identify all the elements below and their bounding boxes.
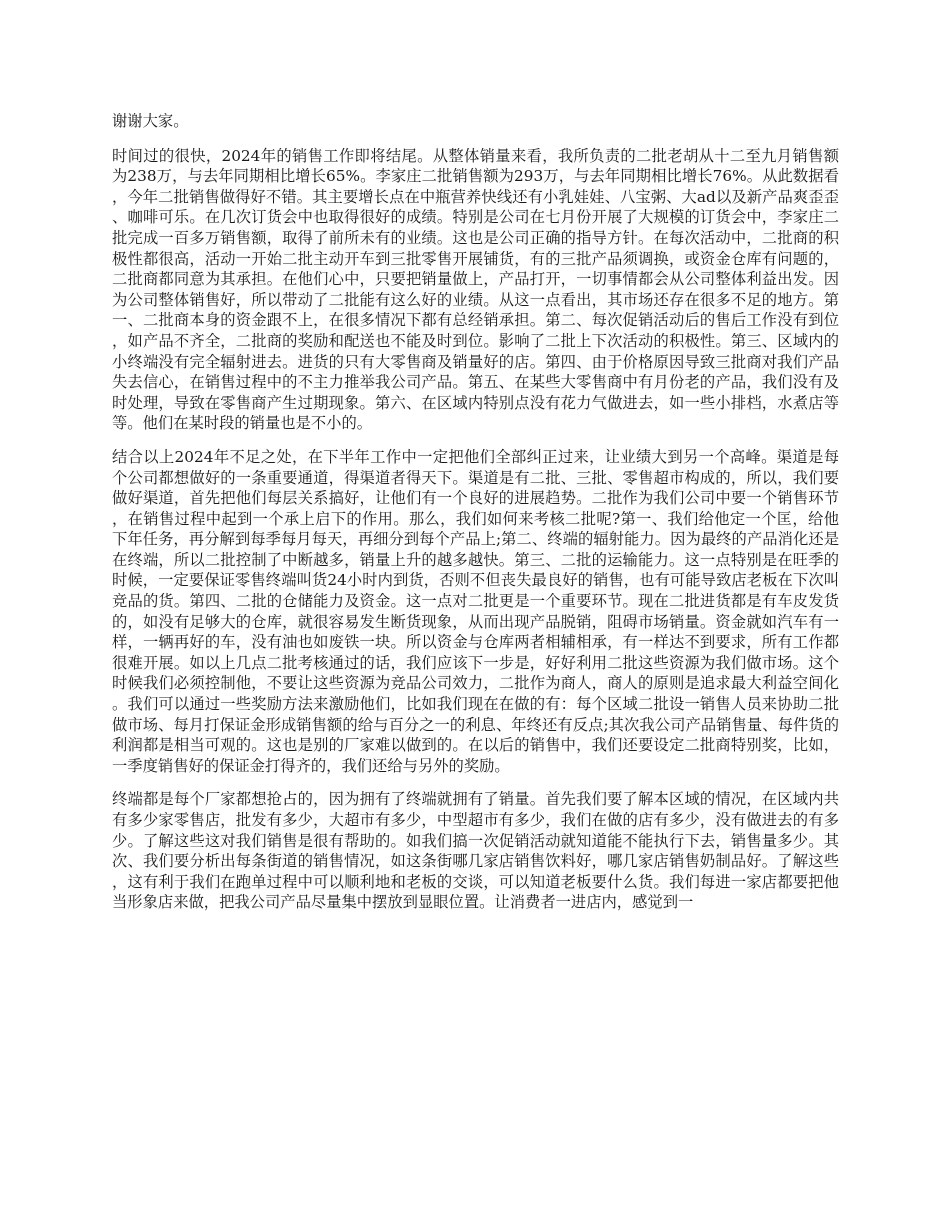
paragraph-closing-thanks: 谢谢大家。 (112, 112, 189, 130)
paragraph-channel-plan: 结合以上2024年不足之处，在下半年工作中一定把他们全部纠正过来，让业绩大到另一个高峰。渠道是每个公司都想做好的一条重要通道，得渠道者得天下。渠道是有二批、三批、零售超市构成的，所以，我们要做好渠道，首先把他们每层关系搞好，让他们有一个良好的进展趋势。二批作为我们公司中要一个销售环节，在销售过程中起到一个承上启下的作用。那么，我们如何来考核二批呢?第一、我们给他定一个匡，给他下年任务，再分解到每季每月每天，再细分到每个产品上;第二、终端的辐射能力。因为最终的产品消化还是在终端，所以二批控制了中断越多，销量上升的越多越快。第三、二批的运输能力。这一点特别是在旺季的时候，一定要保证零售终端叫货24小时内到货，否则不但丧失最良好的销售，也有可能导致店老板在下次叫竞品的货。第四、二批的仓储能力及资金。这一点对二批更是一个重要环节。现在二批进货都是有车皮发货的，如没有足够大的仓库，就很容易发生断货现象，从而出现产品脱销，阻碍市场销量。资金就如汽车有一样，一辆再好的车，没有油也如废铁一块。所以资金与仓库两者相辅相承，有一样达不到要求，所有工作都很难开展。如以上几点二批考核通过的话，我们应该下一步是，好好利用二批这些资源为我们做市场。这个时候我们必须控制他，不要让这些资源为竞品公司效力，二批作为商人，商人的原则是追求最大利益空间化。我们可以通过一些奖励方法来激励他们，比如我们现在在做的有：每个区域二批设一销售人员来协助二批做市场、每月打保证金形成销售额的给与百分之一的利息、年终还有反点;其次我公司产品销售量、每件货的利润都是相当可观的。这也是别的厂家难以做到的。在以后的销售中，我们还要设定二批商特别奖，比如，一季度销售好的保证金打得齐的，我们还给与另外的奖励。 (112, 447, 839, 775)
document-page (112, 111, 839, 926)
paragraph-terminal-plan: 终端都是每个厂家都想抢占的，因为拥有了终端就拥有了销量。首先我们要了解本区域的情况，在区域内共有多少家零售店，批发有多少，大超市有多少，中型超市有多少，我们在做的店有多少，没有做进去的有多少。了解这些这对我们销售是很有帮助的。如我们搞一次促销活动就知道能不能执行下去，销售量多少。其次、我们要分析出每条街道的销售情况，如这条街哪几家店销售饮料好，哪几家店销售奶制品好。了解这些，这有利于我们在跑单过程中可以顺利地和老板的交谈，可以知道老板要什么货。我们每进一家店都要把他当形象店来做，把我公司产品尽量集中摆放到显眼位置。让消费者一进店内，感觉到一 (112, 790, 839, 912)
paragraph-sales-review: 时间过的很快，2024年的销售工作即将结尾。从整体销量来看，我所负责的二批老胡从十二至九月销售额为238万，与去年同期相比增长65%。李家庄二批销售额为293万，与去年同期相比增长76%。从此数据看，今年二批销售做得好不错。其主要增长点在中瓶营养快线还有小乳娃娃、八宝粥、大ad以及新产品爽歪歪、咖啡可乐。在几次订货会中也取得很好的成绩。特别是公司在七月份开展了大规模的订货会中，李家庄二批完成一百多万销售额，取得了前所未有的业绩。这也是公司正确的指导方针。在每次活动中，二批商的积极性都很高，活动一开始二批主动开车到三批零售开展铺货，有的三批产品须调换，或资金仓库有问题的，二批商都同意为其承担。在他们心中，只要把销量做上，产品打开，一切事情都会从公司整体利益出发。因为公司整体销售好，所以带动了二批能有这么好的业绩。从这一点看出，其市场还存在很多不足的地方。第一、二批商本身的资金跟不上，在很多情况下都有总经销承担。第二、每次促销活动后的售后工作没有到位，如产品不齐全，二批商的奖励和配送也不能及时到位。影响了二批上下次活动的积极性。第三、区域内的小终端没有完全辐射进去。进货的只有大零售商及销量好的店。第四、由于价格原因导致三批商对我们产品失去信心，在销售过程中的不主力推举我公司产品。第五、在某些大零售商中有月份老的产品，我们没有及时处理，导致在零售商产生过期现象。第六、在区域内特别点没有花力气做进去，如一些小排档，水煮店等等。他们在某时段的销量也是不小的。 (112, 146, 839, 433)
